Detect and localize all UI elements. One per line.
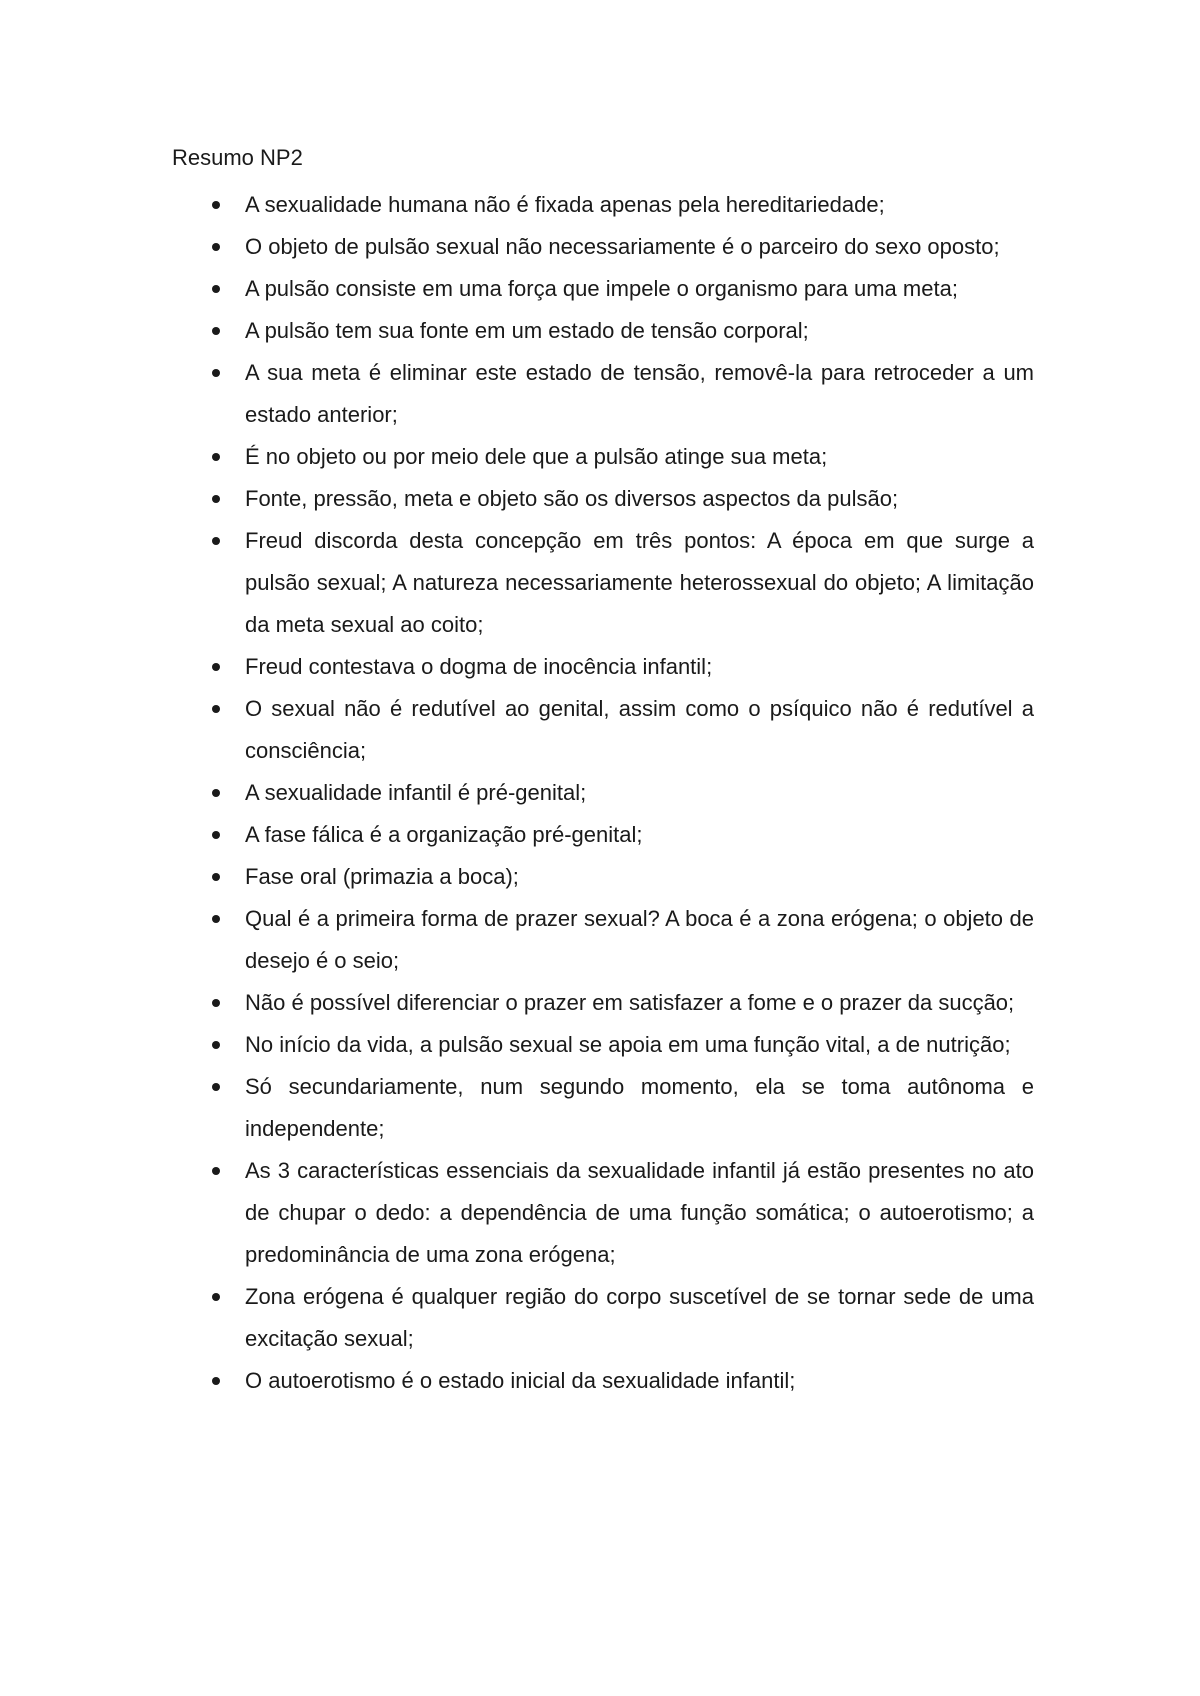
- list-item-text: É no objeto ou por meio dele que a pulsão atinge sua meta;: [245, 444, 828, 469]
- list-item: [172, 268, 1034, 310]
- list-item-text: A sua meta é eliminar este estado de tensão, removê-la para retroceder a um estado anterior;: [245, 360, 1034, 427]
- bullet-icon: [212, 537, 220, 545]
- list-item: [172, 520, 1034, 646]
- bullet-icon: [212, 243, 220, 251]
- list-item-text: A sexualidade humana não é fixada apenas pela hereditariedade;: [245, 192, 885, 217]
- bullet-icon: [212, 831, 220, 839]
- list-item: [172, 898, 1034, 982]
- list-item: [172, 1276, 1034, 1360]
- list-item-text: Freud contestava o dogma de inocência infantil;: [245, 654, 713, 679]
- list-item: [172, 856, 1034, 898]
- list-item: [172, 982, 1034, 1024]
- bullet-icon: [212, 369, 220, 377]
- list-item-text: A pulsão consiste em uma força que impele o organismo para uma meta;: [245, 276, 958, 301]
- bullet-icon: [212, 1293, 220, 1301]
- list-item-text: Fase oral (primazia a boca);: [245, 864, 519, 889]
- list-item: [172, 814, 1034, 856]
- list-item-text: O sexual não é redutível ao genital, assim como o psíquico não é redutível a consciência;: [245, 696, 1034, 763]
- bullet-icon: [212, 1377, 220, 1385]
- list-item: [172, 772, 1034, 814]
- list-item: [172, 436, 1034, 478]
- list-item-text: Fonte, pressão, meta e objeto são os diversos aspectos da pulsão;: [245, 486, 899, 511]
- bullet-icon: [212, 1083, 220, 1091]
- list-item-text: Qual é a primeira forma de prazer sexual? A boca é a zona erógena; o objeto de desejo é o seio;: [245, 906, 1034, 973]
- bullet-icon: [212, 201, 220, 209]
- bullet-icon: [212, 663, 220, 671]
- list-item: [172, 646, 1034, 688]
- list-item-text: A sexualidade infantil é pré-genital;: [245, 780, 587, 805]
- list-item: [172, 1360, 1034, 1402]
- list-item-text: Freud discorda desta concepção em três pontos: A época em que surge a pulsão sexual; A natureza necessariamente heterossexual do objeto; A limitação da meta sexual ao coito;: [245, 528, 1034, 637]
- list-item-text: Só secundariamente, num segundo momento, ela se toma autônoma e independente;: [245, 1074, 1034, 1141]
- bullet-icon: [212, 453, 220, 461]
- bullet-icon: [212, 915, 220, 923]
- list-item: [172, 226, 1034, 268]
- bullet-icon: [212, 705, 220, 713]
- list-item: [172, 352, 1034, 436]
- bullet-icon: [212, 873, 220, 881]
- bullet-icon: [212, 285, 220, 293]
- list-item-text: Zona erógena é qualquer região do corpo suscetível de se tornar sede de uma excitação sexual;: [245, 1284, 1034, 1351]
- list-item-text: Não é possível diferenciar o prazer em satisfazer a fome e o prazer da sucção;: [245, 990, 1015, 1015]
- bullet-icon: [212, 1167, 220, 1175]
- document-title: Resumo NP2: [172, 145, 303, 170]
- bullet-icon: [212, 789, 220, 797]
- list-item-text: As 3 características essenciais da sexualidade infantil já estão presentes no ato de chupar o dedo: a dependência de uma função somática; o autoerotismo; a predominância de uma zona erógena;: [245, 1158, 1034, 1267]
- list-item-text: A fase fálica é a organização pré-genital;: [245, 822, 643, 847]
- bullet-icon: [212, 495, 220, 503]
- list-item: [172, 184, 1034, 226]
- list-item: [172, 478, 1034, 520]
- list-item: [172, 688, 1034, 772]
- bullet-list: [172, 184, 1034, 1402]
- bullet-icon: [212, 1041, 220, 1049]
- list-item-text: O objeto de pulsão sexual não necessariamente é o parceiro do sexo oposto;: [245, 234, 1000, 259]
- list-item: [172, 1066, 1034, 1150]
- list-item-text: No início da vida, a pulsão sexual se apoia em uma função vital, a de nutrição;: [245, 1032, 1011, 1057]
- list-item-text: O autoerotismo é o estado inicial da sexualidade infantil;: [245, 1368, 796, 1393]
- list-item: [172, 1150, 1034, 1276]
- bullet-icon: [212, 999, 220, 1007]
- bullet-icon: [212, 327, 220, 335]
- list-item: [172, 1024, 1034, 1066]
- list-item: [172, 310, 1034, 352]
- list-item-text: A pulsão tem sua fonte em um estado de tensão corporal;: [245, 318, 809, 343]
